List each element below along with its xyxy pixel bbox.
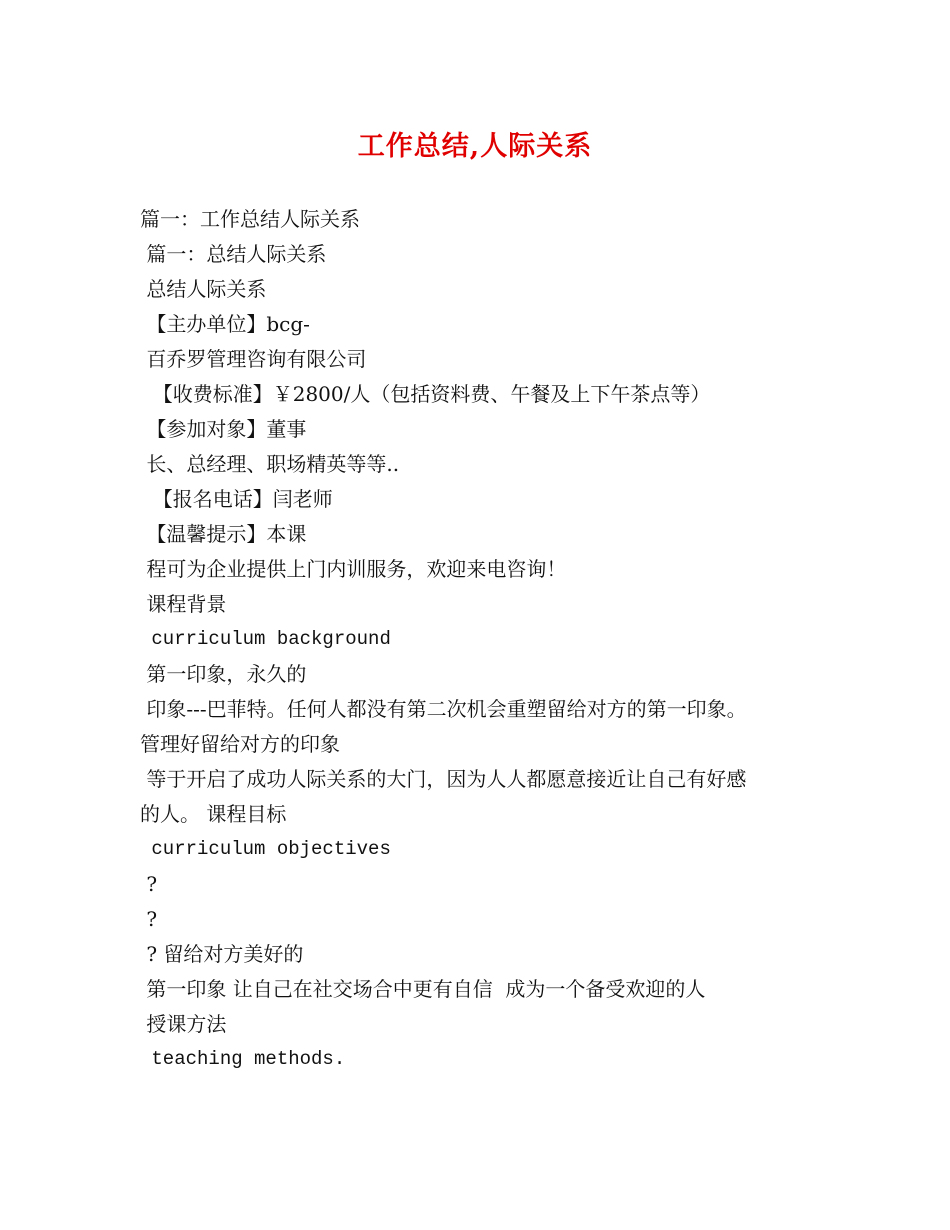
text-line: 【报名电话】闫老师 [140, 487, 333, 511]
text-line: curriculum background [140, 628, 391, 650]
text-line: curriculum objectives [140, 838, 391, 860]
text-line: 等于开启了成功人际关系的大门，因为人人都愿意接近让自己有好感 [140, 767, 747, 791]
text-line: 第一印象 让自己在社交场合中更有自信 成为一个备受欢迎的人 [140, 977, 706, 1001]
text-line: 【参加对象】董事 [140, 417, 307, 441]
text-line: 【主办单位】bcg- [140, 312, 310, 336]
text-line: 印象---巴菲特。任何人都没有第二次机会重塑留给对方的第一印象。 [140, 697, 747, 721]
text-line: 程可为企业提供上门内训服务，欢迎来电咨询！ [140, 557, 567, 581]
text-line: teaching methods. [140, 1048, 346, 1070]
text-line: 的人。 课程目标 [140, 802, 287, 826]
text-line: ? [140, 907, 158, 931]
text-line: 课程背景 [140, 592, 227, 616]
text-line: 总结人际关系 [140, 277, 267, 301]
text-line: 长、总经理、职场精英等等.. [140, 452, 400, 476]
text-line: ? [140, 872, 158, 896]
text-line: 授课方法 [140, 1012, 227, 1036]
text-line: 管理好留给对方的印象 [140, 732, 340, 756]
text-line: 【收费标准】￥2800/人（包括资料费、午餐及上下午茶点等） [140, 382, 711, 406]
text-line: ? 留给对方美好的 [140, 942, 304, 966]
text-line: 篇一：总结人际关系 [140, 242, 327, 266]
text-line: 篇一：工作总结人际关系 [140, 207, 360, 231]
text-line: 百乔罗管理咨询有限公司 [140, 347, 367, 371]
text-line: 【温馨提示】本课 [140, 522, 307, 546]
document-body [140, 202, 830, 1077]
document-title: 工作总结,人际关系 [357, 131, 593, 162]
text-line: 第一印象，永久的 [140, 662, 307, 686]
